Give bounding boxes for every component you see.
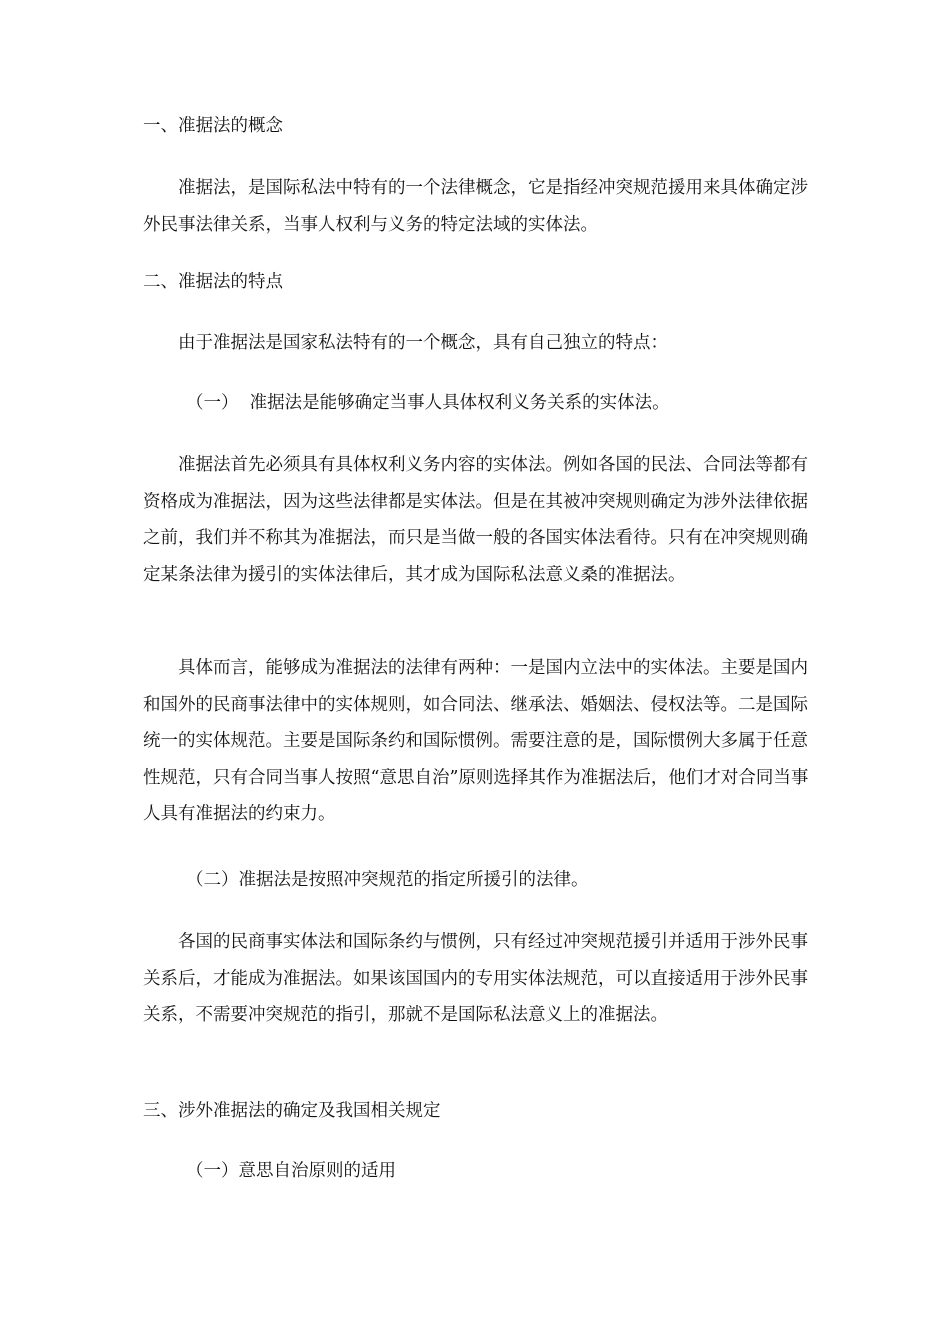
section-2-paragraph-1: 由于准据法是国家私法特有的一个概念，具有自己独立的特点： xyxy=(178,333,668,353)
section-3-heading: 三、涉外准据法的确定及我国相关规定 xyxy=(143,1101,441,1121)
section-2-subheading-1: （一） 准据法是能够确定当事人具体权利义务关系的实体法。 xyxy=(186,393,670,413)
section-1-heading: 一、准据法的概念 xyxy=(143,116,283,136)
section-3-subheading-1: （一）意思自治原则的适用 xyxy=(186,1161,396,1181)
section-2-paragraph-4: 各国的民商事实体法和国际条约与惯例，只有经过冲突规范援引并适用于涉外民事关系后，才能成为准据法。如果该国国内的专用实体法规范，可以直接适用于涉外民事关系，不需要冲突规范的指引，那就不是国际私法意义上的准据法。 xyxy=(143,932,808,1025)
section-2-heading: 二、准据法的特点 xyxy=(143,272,283,292)
section-2-paragraph-2: 准据法首先必须具有具体权利义务内容的实体法。例如各国的民法、合同法等都有资格成为准据法，因为这些法律都是实体法。但是在其被冲突规则确定为涉外法律依据之前，我们并不称其为准据法，而只是当做一般的各国实体法看待。只有在冲突规则确定某条法律为援引的实体法律后，其才成为国际私法意义桑的准据法。 xyxy=(143,455,808,585)
section-2-subheading-2: （二）准据法是按照冲突规范的指定所援引的法律。 xyxy=(186,870,589,890)
section-1-paragraph-1: 准据法，是国际私法中特有的一个法律概念，它是指经冲突规范援用来具体确定涉外民事法律关系，当事人权利与义务的特定法域的实体法。 xyxy=(143,178,808,235)
section-2-paragraph-3: 具体而言，能够成为准据法的法律有两种：一是国内立法中的实体法。主要是国内和国外的民商事法律中的实体规则，如合同法、继承法、婚姻法、侵权法等。二是国际统一的实体规范。主要是国际条约和国际惯例。需要注意的是，国际惯例大多属于任意性规范，只有合同当事人按照“意思自治”原则选择其作为准据法后，他们才对合同当事人具有准据法的约束力。 xyxy=(143,658,809,824)
